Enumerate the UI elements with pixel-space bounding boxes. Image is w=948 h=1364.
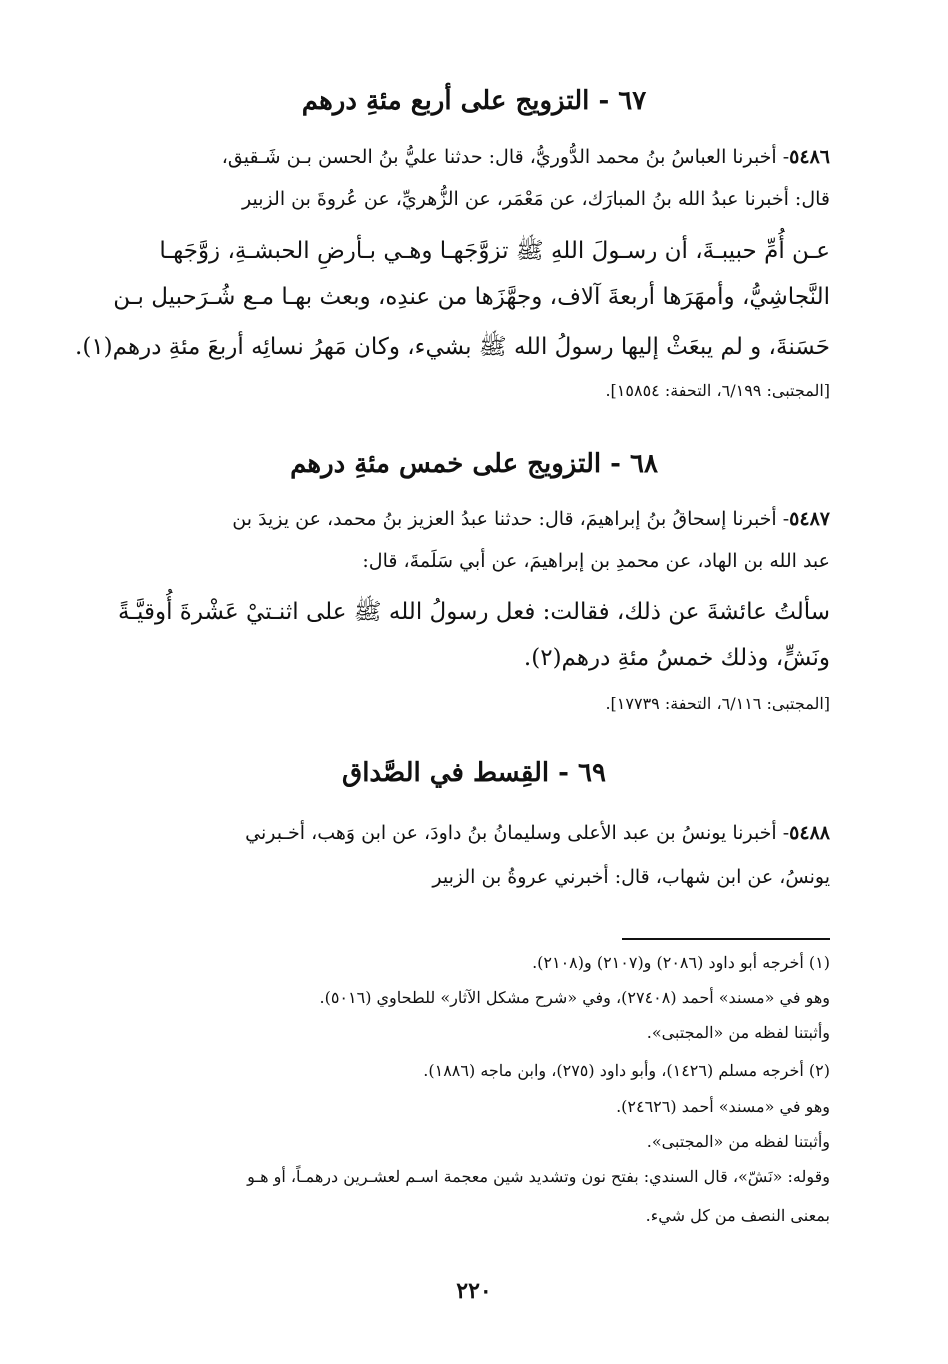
reference-note: [المجتبى: ٦/١١٦، التحفة: ١٧٧٣٩].: [605, 694, 830, 713]
footnote-line: وقوله: «نَشّ»، قال السندي: بفتح نون وتشديد شين معجمة اسـم لعشـرين درهمـاً، أو هـو: [247, 1167, 830, 1186]
matn-line: حَسَنةَ، و لم يبعَثْ إليها رسولُ الله ﷺ بشيء، وكان مَهرُ نسائِه أربعَ مئةِ درهم(١).: [75, 334, 830, 360]
footnote-line: (٢) أخرجه مسلم (١٤٢٦)، وأبو داود (٢٧٥)، وابن ماجه (١٨٨٦).: [423, 1061, 830, 1080]
isnad-line: [118, 146, 830, 168]
footnote-line: وهو في «مسند» أحمد (٢٤٦٢٦).: [616, 1097, 830, 1116]
section-heading-67: ٦٧ - التزويج على أربع مئةِ درهم: [301, 86, 647, 116]
matn-line: عـن أُمِّ حبيبـةَ، أن رسـولَ اللهِ ﷺ تزوَّجَهـا وهـي بـأرضِ الحبشـةِ، زوَّجَهـا: [159, 238, 830, 264]
isnad-text: - أخبرنا العباسُ بنُ محمد الدُّوريُّ، قال: حدثنا عليُّ بنُ الحسن بـن شَـقيق،: [221, 146, 790, 168]
isnad-text: - أخبرنا يونسُ بن عبد الأعلى وسليمانُ بنُ داودَ، عن ابن وَهب، أخـبرني: [245, 822, 790, 844]
footnote-line: بمعنى النصف من كل شيء.: [645, 1206, 830, 1225]
hadith-number: ٥٤٨٧: [789, 508, 830, 530]
page-number: ٢٢٠: [456, 1278, 492, 1304]
isnad-line: عبد الله بن الهاد، عن محمدِ بن إبراهيمَ، عن أبي سَلَمةَ، قال:: [362, 550, 830, 572]
matn-line: النَّجاشِيُّ، وأمهَرَها أربعةَ آلاف، وجهَّزَها من عندِه، وبعث بهـا مـع شُـرَحبيل بـن: [113, 284, 830, 310]
footnote-divider: [622, 938, 830, 940]
footnote-line: وأثبتنا لفظه من «المجتبى».: [646, 1132, 830, 1151]
section-heading-68: ٦٨ - التزويج على خمس مئةِ درهم: [290, 449, 658, 479]
hadith-number: ٥٤٨٦: [789, 146, 830, 168]
isnad-line: [118, 822, 830, 844]
isnad-line: [118, 508, 830, 530]
section-heading-69: ٦٩ - القِسط في الصَّداق: [342, 758, 606, 788]
footnote-line: وأثبتنا لفظه من «المجتبى».: [646, 1023, 830, 1042]
matn-line: ونَشٍّ، وذلك خمسُ مئةِ درهم(٢).: [523, 645, 830, 671]
isnad-text: - أخبرنا إسحاقُ بنُ إبراهيمَ، قال: حدثنا عبدُ العزيز بنُ محمد، عن يزيدَ بن: [232, 508, 790, 530]
isnad-line: قال: أخبرنا عبدُ الله بنُ المبارَك، عن مَعْمَر، عن الزُّهريِّ، عن عُروةَ بن الزبير: [242, 188, 830, 210]
reference-note: [المجتبى: ٦/١٩٩، التحفة: ١٥٨٥٤].: [605, 381, 830, 400]
matn-line: سألتُ عائشةَ عن ذلك، فقالت: فعل رسولُ الله ﷺ على اثنـتيْ عَشْرةَ أُوقيَّـةً: [117, 599, 830, 625]
isnad-line: يونسُ، عن ابن شهاب، قال: أخبرني عروةُ بن الزبير: [432, 866, 830, 888]
hadith-number: ٥٤٨٨: [789, 822, 830, 844]
footnote-line: (١) أخرجه أبو داود (٢٠٨٦) و(٢١٠٧) و(٢١٠٨).: [532, 953, 830, 972]
footnote-line: وهو في «مسند» أحمد (٢٧٤٠٨)، وفي «شرح مشكل الآثار» للطحاوي (٥٠١٦).: [319, 988, 830, 1007]
